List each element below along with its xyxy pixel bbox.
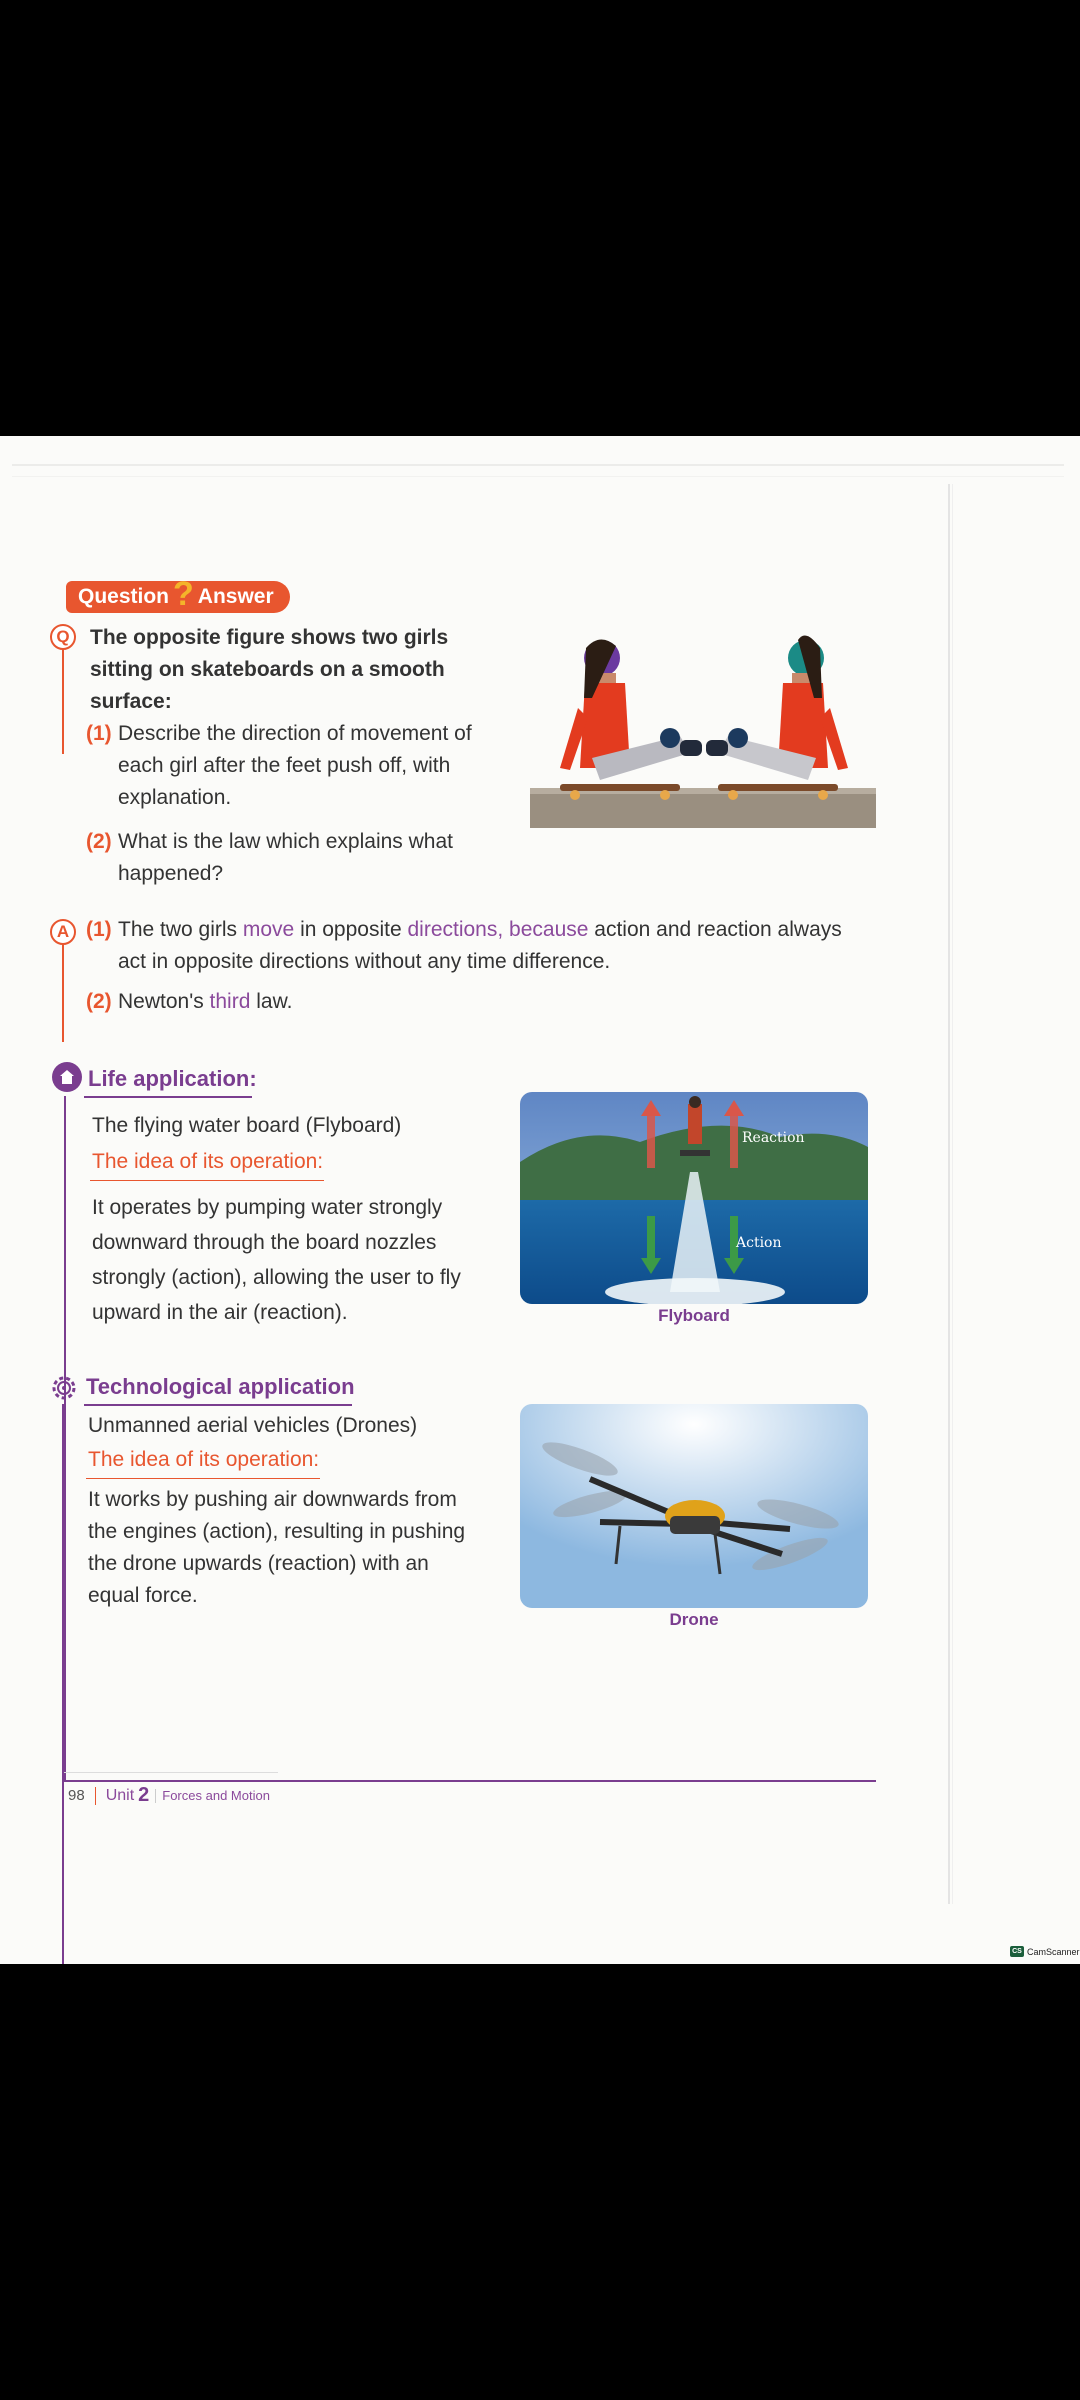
answer-item-1 <box>86 914 866 978</box>
home-icon <box>52 1062 82 1092</box>
question-mark-icon: ? <box>173 575 194 613</box>
drone-idea-underline <box>86 1478 320 1479</box>
gear-icon <box>48 1372 80 1404</box>
textbook-page <box>0 436 1080 1964</box>
answer-2-highlight-third: third <box>209 990 251 1013</box>
question-item-1 <box>86 718 486 814</box>
footer-top-line <box>64 1772 278 1773</box>
question-item-1-text: Describe the direction of movement of each girl after the feet push off, with explanation. <box>118 722 472 809</box>
life-heading-underline <box>84 1096 252 1098</box>
footer-unit-number: 2 <box>138 1784 150 1806</box>
action-label: Action <box>736 1235 782 1251</box>
top-border-line <box>12 464 1064 466</box>
badge-question-label: Question <box>78 585 170 608</box>
life-bottom-line <box>64 1780 876 1782</box>
reaction-label: Reaction <box>742 1130 805 1146</box>
flyboard-idea-heading: The idea of its operation: <box>92 1150 324 1173</box>
question-vertical-line <box>62 636 64 754</box>
answer-item-1-text <box>118 914 866 978</box>
answer-item-2-text <box>118 986 292 1018</box>
flyboard-idea-underline <box>90 1180 324 1181</box>
question-item-2 <box>86 826 486 890</box>
answer-1-part-2: in opposite <box>294 918 408 941</box>
question-answer-badge <box>66 575 290 613</box>
skateboard-girls-image <box>530 628 876 828</box>
right-margin-rule-2 <box>952 484 953 1904</box>
footer-row <box>68 1784 270 1807</box>
answer-1-highlight-directions: directions, because <box>407 918 589 941</box>
answer-item-2-number: (2) <box>86 990 112 1013</box>
camscanner-watermark <box>1010 1946 1080 1957</box>
answer-vertical-line <box>62 936 64 1042</box>
answer-item-2 <box>86 986 686 1018</box>
question-title: The opposite figure shows two girls sitting on skateboards on a smooth surface: <box>90 626 449 713</box>
flyboard-image <box>520 1092 868 1304</box>
answer-1-part-1: The two girls <box>118 918 243 941</box>
flyboard-name: The flying water board (Flyboard) <box>92 1114 402 1137</box>
drone-image <box>520 1404 868 1608</box>
footer-divider <box>95 1787 96 1805</box>
tech-application-heading: Technological application <box>86 1374 355 1399</box>
right-margin-rule <box>948 484 950 1904</box>
footer-subtitle: Forces and Motion <box>162 1788 270 1803</box>
camscanner-label: CamScanner <box>1027 1946 1080 1957</box>
life-vertical-line <box>64 1096 66 1782</box>
question-item-2-text: What is the law which explains what happened? <box>118 830 453 885</box>
drone-caption: Drone <box>669 1610 719 1629</box>
flyboard-caption: Flyboard <box>658 1306 730 1325</box>
drone-name: Unmanned aerial vehicles (Drones) <box>88 1414 418 1437</box>
badge-answer-label: Answer <box>197 585 274 608</box>
top-border-line-2 <box>12 476 1064 477</box>
answer-item-1-number: (1) <box>86 918 112 941</box>
answer-2-part-2: law. <box>250 990 293 1013</box>
answer-1-highlight-move: move <box>242 918 295 941</box>
flyboard-body: It operates by pumping water strongly downward through the board nozzles strongly (action), allowing the user to fly upward in the air (reaction). <box>92 1196 461 1324</box>
tech-vertical-line <box>62 1404 64 1964</box>
camscanner-logo-icon: CS <box>1010 1946 1024 1957</box>
drone-idea-heading: The idea of its operation: <box>88 1448 320 1471</box>
answer-2-part-1: Newton's <box>118 990 210 1013</box>
question-item-1-number: (1) <box>86 722 112 745</box>
footer-unit-label: Unit <box>105 1786 135 1804</box>
question-marker-icon: Q <box>50 624 76 650</box>
answer-marker-icon: A <box>50 919 76 945</box>
answer-1-part-3: action and reaction always act in opposite directions without any time difference. <box>118 918 842 973</box>
question-item-2-number: (2) <box>86 830 112 853</box>
page-number: 98 <box>68 1787 85 1804</box>
life-application-heading: Life application: <box>88 1066 257 1091</box>
drone-body: It works by pushing air downwards from the engines (action), resulting in pushing the drone upwards (reaction) with an equal force. <box>88 1488 466 1607</box>
tech-heading-underline <box>84 1404 352 1406</box>
footer-divider-2 <box>155 1789 156 1803</box>
